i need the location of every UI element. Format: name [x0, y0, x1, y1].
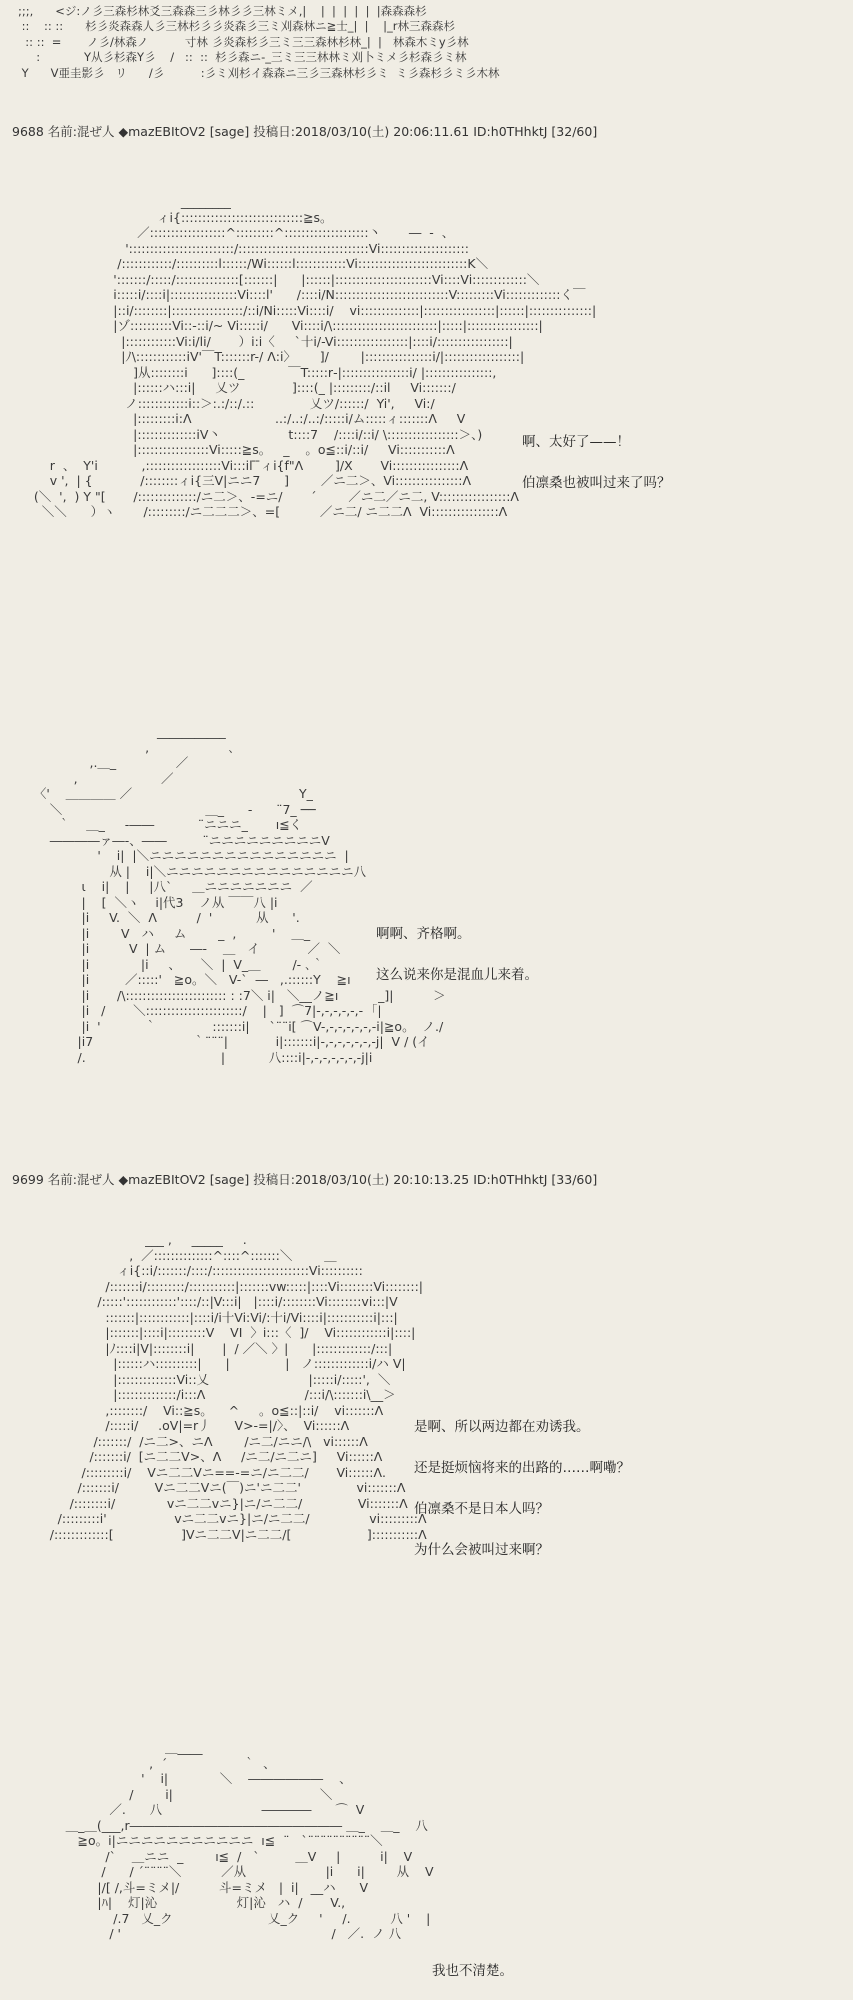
character-ascii-art: ___ , _____ . , ／::::::::::::::^::::^:::::::＼ ＿ ィi{::i/:::::::/::::/:::::::::::::::::::::::Vi:::::::::: /:::::::i/:::::::::/:::::::::::|:::::::vw:::::|::::Vi::::::::Vi::::::::| /:::::'::::::::::::'::::/::|V:::i| |::::i/::::::::Vi::::::::vi:::|V :::::::|::::::::::::|::::i/i十Vi:Vi/:十i/Vi::::i|:::::::::::i|:::| |:::::::|::::i|:::::::::V VI 〉i:::〈 ]/ Vi::::::::::::i|::::| |ﾉ::::i|V|::::::::i| | / ／＼ 〉| |:::::::::::::/:::| |::::::ハ::::::::::| | | ノ:::::::::::::i/ハ V| |::::::::::::::Vi::乂 |:::::i/:::::', ＼ |::::::::::::::/i:::Λ /:::i/\:::::::i\__＞ ,::::::::/ Vi::≧s。 ^ 。o≦::|::i/ vi:::::::Λ /:::::i/ .oV|=r丿 V>-=|/〉、 Vi::::::Λ /:::::::/ /ニ二>、ニΛ /ニ二/ニニ/\ vi::::::Λ /:::::::i/ [ニ二二V>、Λ /ニ二/ニ二ニ] Vi::::::Λ /:::::::::i/ Vニ二二Vニ==-=ニ/ニ二二/ Vi::::::Λ. /:::::::i/ Vニ二二Vニ(￣)ニ'ニ二二' vi:::::::Λ /::::::::i/ vニ二二vニ}|ニ/ニ二二/ Vi:::::::Λ /:::::::::i' vニ二二vニ}|ニ/ニ二二/ vi:::::::::Λ /:::::::::::::[ ]Vニ二二V|ニ二二/[ ]:::::::::::Λ	[49, 1232, 427, 1542]
post-date: 2018/03/10(土) 20:06:11.61	[294, 124, 470, 139]
mail-field: [sage]	[209, 1172, 250, 1187]
dialog-line-2: 伯凛桑也被叫过来了吗？	[522, 475, 671, 491]
post-number[interactable]: 9688	[12, 124, 44, 139]
post-date: 2018/03/10(土) 20:10:13.25	[294, 1172, 470, 1187]
dialog-line	[522, 422, 671, 504]
poster-id[interactable]: ID:h0THhktJ	[473, 1172, 548, 1187]
trip-code: ◆mazEBItOV2	[118, 1172, 206, 1187]
character-ascii-art: ________ ィi{:::::::::::::::::::::::::::::≧s。 ／::::::::::::::::::^:::::::::^::::::::::::::::::::丶 ― - 、 ':::::::::::::::::::::::::/:::::::::::::::::::::::::::::::Vi::::::::::::::::::::: /::::::::::::/::::::::::l::::::/Wi::::::l::::::::::::Vi::::::::::::::::::::::::::K＼ ':::::::/:::::/:::::::::::::::[:::::::| |::::::|:::::::::::::::::::::::Vi::::Vi:::::::::::::＼ i:::::i/::::i|::::::::::::::::Vi::::l' /::::i/N:::::::::::::::::::::::::::V:::::::::Vi:::::::::::::く￣ |::i/::::::::|:::::::::::::::::/::i/Ni:::::Vi::::i/ vi::::::::::::::|:::::::::::::::::|::::::|:::::::::::::::| |ゾ::::::::::Vi::-::i/~ Vi:::::i/ Vi::::i/\:::::::::::::::::::::::::|:::::|:::::::::::::::::| |::::::::::::Vi:i/li/ ）i:i〈 `十i/‐Vi:::::::::::::::::|::::i/:::::::::::::::::| |ﾉ\::::::::::::iV'￣T:::::::r-/ Λ:i〉 ]/ |::::::::::::::::i/|::::::::::::::::::| ]从::::::::i ]::::(_ ￣T:::::r‐|::::::::::::::::i/ |::::::::::::::::, |::::::ハ:::i| 乂ツ ]::::(_ |:::::::::/::il Vi:::::::/ ノ::::::::::::i::＞:.:/::/.:: 乂ツ/::::::/ Yi', Vi:/ |:::::::::i:Λ ..:/..:/..:/:::::i/ム:::::ィ:::::::Λ V |::::::::::::::iV丶 t::::7 /::::i/::i/ \:::::::::::::::::＞、) |:::::::::::::::::Vi:::::≧s。 _ 。o≦::i/::i/ Vi:::::::::::Λ r 、 Y'i ,::::::::::::::::::Vi:::il ̄ ̄ィi{f"Λ ]/X Vi::::::::::::::::Λ v ', | { /::::::::ィi{三V|ニニ7 ] ／ニ二＞、Vi::::::::::::::::Λ (＼ ', ) Y "[ /::::::::::::::/ニ二＞、-=ニ/ ´ ／ニ二／ニ二, V:::::::::::::::::Λ ＼＼ ）ヽ /:::::::::/ニ二二二＞、=[ ／ニ二/ ニ二二Λ Vi::::::::::::::::Λ	[33, 194, 597, 519]
date-label: 投稿日:	[253, 124, 295, 139]
dialog-line-2: 还是挺烦恼将来的出路的……啊嘞？	[414, 1460, 630, 1476]
name-label: 名前:	[47, 1172, 78, 1187]
dialog-line-4: 为什么会被叫过来啊？	[414, 1542, 549, 1558]
post-header	[12, 1172, 597, 1188]
dialog-line	[432, 1962, 513, 1980]
dialog-line	[414, 1407, 630, 1571]
dialog-line-1: 是啊、所以两边都在劝诱我。	[414, 1419, 590, 1435]
dialog-line-1: 啊啊、齐格啊。	[376, 926, 471, 942]
dialog-line-1: 啊、太好了——！	[522, 434, 630, 450]
dialog-line-1: 我也不清楚。	[432, 1963, 513, 1979]
character-ascii-art: ＿____ , ´ ｀ 、 ' i| ＼ ―――――― 、 / i| ＼ ／. 八 ―――― ⌒ V ＿_＿(___,r――――――――――――――――― ＿_ ＿_ 八 ≧o。i|ニニニニニニニニニニニ ı≦ ¨ `¨¨¨¨¨¨¨¨¨¨＼ /` ＿ニニ _ ı≦ / ` ＿V | i| V / / ´¨¨¨¨＼ ／从 |i i| 从 V |/[ /,斗=ミメ|/ 斗=ミメ | i| __ハ V |ﾊ| 灯|沁 灯|沁 ハ / V., /.7 乂_ク 乂_ク ' /. 八 ' | / ' / ／. ノ 八	[65, 1740, 434, 1941]
date-label: 投稿日:	[253, 1172, 295, 1187]
post-number[interactable]: 9699	[12, 1172, 44, 1187]
poster-id[interactable]: ID:h0THhktJ	[473, 124, 548, 139]
trip-code: ◆mazEBItOV2	[118, 124, 206, 139]
post-count: [32/60]	[551, 124, 598, 139]
poster-name: 混ぜ人	[77, 1172, 115, 1187]
poster-name: 混ぜ人	[77, 124, 115, 139]
post-header	[12, 124, 597, 140]
dialog-line-3: 伯凛桑不是日本人吗？	[414, 1501, 549, 1517]
mail-field: [sage]	[209, 124, 250, 139]
dialog-line-2: 这么说来你是混血儿来着。	[376, 967, 538, 983]
dialog-line	[376, 914, 538, 996]
post-count: [33/60]	[551, 1172, 598, 1187]
character-ascii-art: ___________ , ､ ,.＿_ ／ , ／ 〈' ＿＿＿＿ ／ Y_ ＼ ＿_ - ¨7_ ── ｀ ＿_ -―― ¨ニニニ_ ı≦く ――――ァ―-、―― ¨ニニニニニニニニニV ' i| |＼ニニニニニニニニニニニニニニニ | 从 | i|＼ニニニニニニニニニニニニニニニ八 ι i| | |八` ＿ニニニニニニニ ／ | [ ＼ヽ i|代3 ノ从 ￣￣八 |i |i V. ＼ Λ / ' 从 '. |i V ハ ム _ , ' ＿_ |i V | ム ―- ＿ イ ／ ＼ |i |i 、 ＼ | V_＿ /- ､｀ |i ／:::::' ≧o。＼ V-` ― ,.::::::Y ≧ı |i /\:::::::::::::::::::::::: : :7＼ i| ＼__ノ≧ı _]| ＞ |i / ＼:::::::::::::::::::::::/ | ] ⌒7|-,-,-,-,-,- ｢| |i ' ｀ :::::::i| `¨¨i[ ⌒V-,-,-,-,-,-,-i|≧o。 ノ./ |i7 ｀¨¨¨| i|:::::::i|-,-,-,-,-,-,-j| V / (イ /. | 八::::i|-,-,-,-,-,-,-j|i	[33, 724, 446, 1065]
forest-ascii-art: ;;;, <ジ:ノ彡三森杉林爻三森森三彡林彡彡三林ミメ,| | | | | | |森森森杉 :: :: :: 杉彡炎森森人彡三林杉彡彡炎森彡三ミ刈森林ニ≧士_| | |_r林三森森杉 :: :: = ノ彡/林森ノ 寸林 彡炎森杉彡三ミ三三森林杉林_| | 林森木ミy彡林 : Y从彡杉森Y彡 / :: :: 杉彡森ニ-_三ミ三三林林ミ刈卜ミメ彡杉森彡ミ林 Y V亜圭影彡 リ /彡 :彡ミ刈杉イ森森ニ三彡三森林杉彡ミ ミ彡森杉彡ミ彡木林	[18, 4, 500, 80]
name-label: 名前:	[47, 124, 78, 139]
